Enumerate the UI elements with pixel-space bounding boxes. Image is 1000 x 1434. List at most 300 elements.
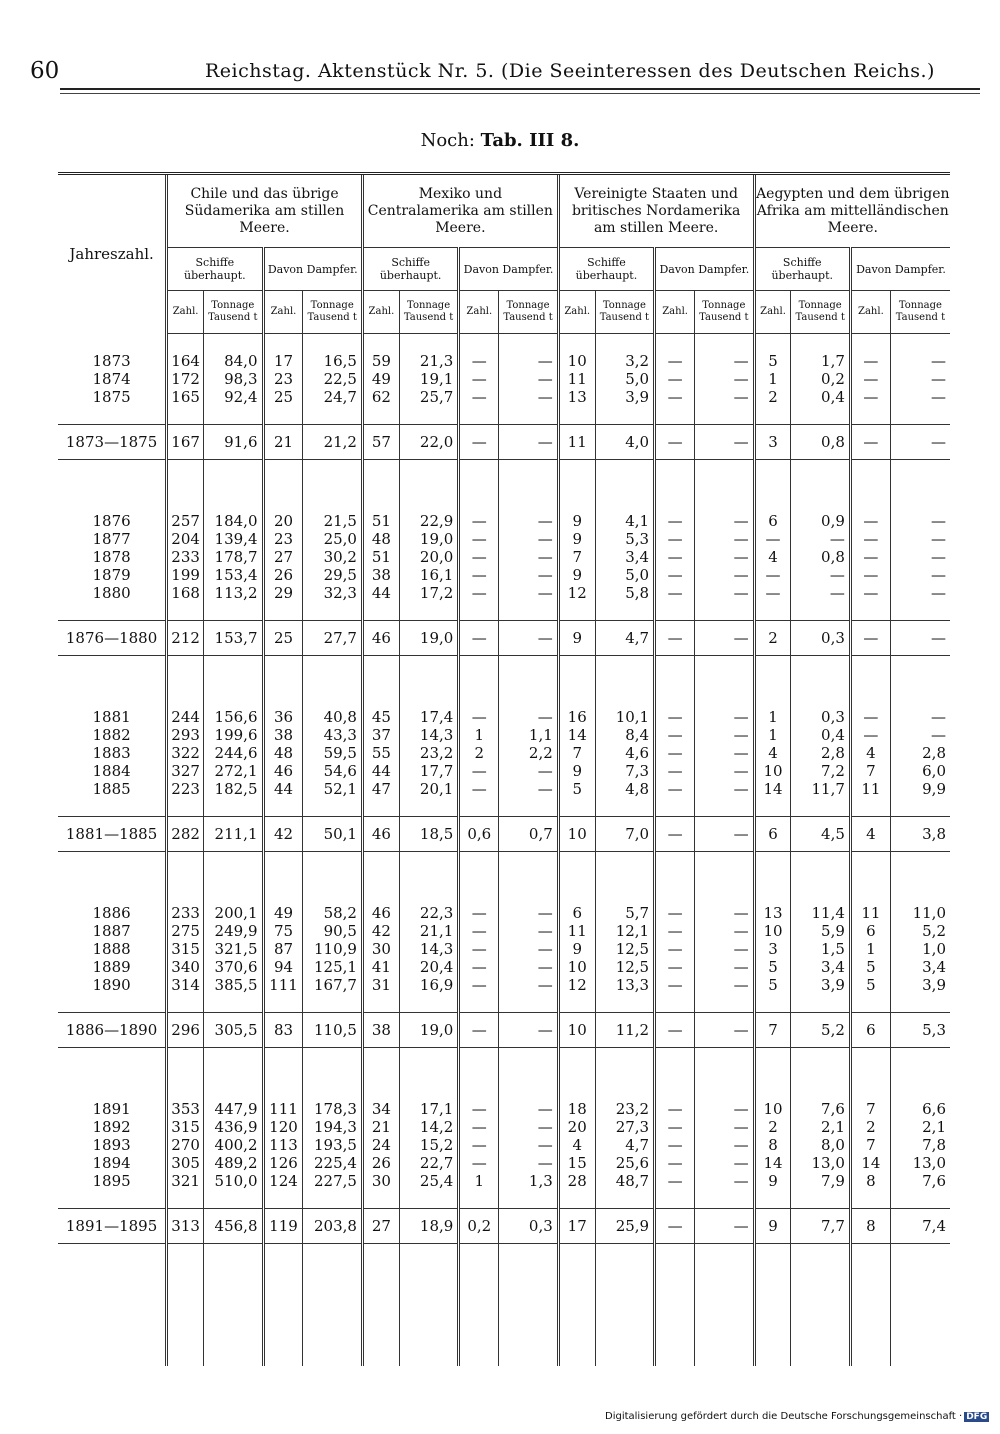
value-cell: 46 (362, 817, 399, 852)
value-cell: 11 (850, 780, 890, 798)
value-cell: 447,9 (204, 1100, 263, 1118)
value-cell: — (695, 940, 754, 958)
value-cell: 14 (850, 1154, 890, 1172)
value-cell: 31 (362, 976, 399, 994)
year-cell: 1879 (92, 566, 131, 584)
value-cell: — (499, 621, 558, 656)
value-cell: 21,2 (303, 425, 363, 460)
value-cell: — (695, 530, 754, 548)
value-cell: 321 (167, 1172, 204, 1190)
value-cell: 37 (362, 726, 399, 744)
value-cell: 22,3 (399, 904, 458, 922)
value-cell: — (459, 388, 499, 406)
value-cell: 21,5 (303, 512, 363, 530)
average-row (58, 425, 950, 460)
value-cell: — (655, 512, 695, 530)
value-cell: — (499, 566, 558, 584)
col-header-tonnage: Tonnage Tausend t (204, 291, 263, 334)
value-cell: 3 (754, 940, 791, 958)
value-cell: — (655, 762, 695, 780)
value-cell: 23,2 (399, 744, 458, 762)
table-row (58, 548, 950, 566)
value-cell: — (459, 425, 499, 460)
value-cell: 7 (558, 744, 595, 762)
value-cell: — (850, 566, 890, 584)
value-cell: 25,7 (399, 388, 458, 406)
value-cell: 7 (850, 1136, 890, 1154)
value-cell: 8,0 (791, 1136, 850, 1154)
col-header-tonnage: Tonnage Tausend t (791, 291, 850, 334)
average-row (58, 1209, 950, 1244)
value-cell: 48 (263, 744, 303, 762)
value-cell: 9 (558, 566, 595, 584)
value-cell: 0,3 (499, 1209, 558, 1244)
value-cell: — (459, 370, 499, 388)
value-cell: 27,7 (303, 621, 363, 656)
value-cell: — (655, 780, 695, 798)
value-cell: 9 (558, 530, 595, 548)
value-cell: 98,3 (204, 370, 263, 388)
value-cell: 25 (263, 621, 303, 656)
value-cell: — (695, 708, 754, 726)
table-row (58, 958, 950, 976)
value-cell: 51 (362, 548, 399, 566)
value-cell: 7,0 (595, 817, 654, 852)
value-cell: — (459, 708, 499, 726)
value-cell: 1,3 (499, 1172, 558, 1190)
value-cell: 29 (263, 584, 303, 602)
value-cell: 17,4 (399, 708, 458, 726)
value-cell: 36 (263, 708, 303, 726)
value-cell: 11,2 (595, 1013, 654, 1048)
value-cell: 4,1 (595, 512, 654, 530)
subheader-schiffe: Schiffe überhaupt. (167, 248, 263, 291)
year-cell: 1881—1885 (58, 817, 167, 852)
value-cell: 4,0 (595, 425, 654, 460)
year-cell: 1891 (92, 1100, 131, 1118)
value-cell: 10 (754, 922, 791, 940)
year-cell: 1880 (92, 584, 131, 602)
header-rule (60, 88, 980, 90)
year-cell: 1886—1890 (58, 1013, 167, 1048)
value-cell: 5 (558, 780, 595, 798)
value-cell: — (459, 512, 499, 530)
value-cell: — (459, 1136, 499, 1154)
value-cell: 6,0 (890, 762, 950, 780)
value-cell: 4 (558, 1136, 595, 1154)
value-cell: 211,1 (204, 817, 263, 852)
value-cell: — (655, 530, 695, 548)
value-cell: 17,7 (399, 762, 458, 780)
value-cell: — (655, 548, 695, 566)
value-cell: 6 (558, 904, 595, 922)
value-cell: 16,9 (399, 976, 458, 994)
value-cell: 1 (754, 708, 791, 726)
value-cell: 87 (263, 940, 303, 958)
value-cell: 12 (558, 584, 595, 602)
value-cell: 4,7 (595, 1136, 654, 1154)
value-cell: — (655, 621, 695, 656)
value-cell: — (850, 726, 890, 744)
value-cell: 4,7 (595, 621, 654, 656)
value-cell: — (890, 352, 950, 370)
value-cell: 2 (754, 621, 791, 656)
value-cell: — (890, 530, 950, 548)
col-header-tonnage: Tonnage Tausend t (303, 291, 363, 334)
value-cell: — (655, 922, 695, 940)
value-cell: 7,4 (890, 1209, 950, 1244)
value-cell: 14 (558, 726, 595, 744)
value-cell: 193,5 (303, 1136, 363, 1154)
table-row (58, 976, 950, 994)
value-cell: 30 (362, 1172, 399, 1190)
subheader-schiffe: Schiffe überhaupt. (362, 248, 458, 291)
value-cell: — (499, 958, 558, 976)
value-cell: 17,1 (399, 1100, 458, 1118)
value-cell: 25,4 (399, 1172, 458, 1190)
value-cell: 400,2 (204, 1136, 263, 1154)
value-cell: 10 (558, 1013, 595, 1048)
value-cell: 340 (167, 958, 204, 976)
value-cell: 4 (754, 548, 791, 566)
value-cell: 0,8 (791, 548, 850, 566)
value-cell: 270 (167, 1136, 204, 1154)
value-cell: 94 (263, 958, 303, 976)
value-cell: 19,0 (399, 1013, 458, 1048)
value-cell: — (499, 584, 558, 602)
value-cell: — (754, 584, 791, 602)
value-cell: 42 (263, 817, 303, 852)
value-cell: 322 (167, 744, 204, 762)
value-cell: — (499, 548, 558, 566)
value-cell: 59 (362, 352, 399, 370)
average-row (58, 1013, 950, 1048)
value-cell: — (459, 904, 499, 922)
value-cell: 6,6 (890, 1100, 950, 1118)
value-cell: 9 (754, 1209, 791, 1244)
subheader-dampfer: Davon Dampfer. (655, 248, 754, 291)
year-cell: 1873 (92, 352, 131, 370)
spacer-row (58, 690, 950, 708)
page-header (30, 58, 980, 88)
table-row (58, 1172, 950, 1190)
value-cell: 111 (263, 976, 303, 994)
col-header-zahl: Zahl. (459, 291, 499, 334)
spacer-row (58, 494, 950, 512)
value-cell: 167,7 (303, 976, 363, 994)
value-cell: — (655, 584, 695, 602)
value-cell: 3,4 (890, 958, 950, 976)
value-cell: — (695, 958, 754, 976)
value-cell: 11,0 (890, 904, 950, 922)
value-cell: 0,9 (791, 512, 850, 530)
value-cell: — (499, 1100, 558, 1118)
value-cell: — (499, 425, 558, 460)
value-cell: 7,3 (595, 762, 654, 780)
value-cell: — (791, 584, 850, 602)
group-header-chile: Chile und das übrige Südamerika am stillen Meere. (167, 174, 363, 248)
value-cell: 23 (263, 370, 303, 388)
spacer-row (58, 334, 950, 353)
value-cell: — (890, 621, 950, 656)
col-header-tonnage: Tonnage Tausend t (695, 291, 754, 334)
value-cell: — (890, 512, 950, 530)
value-cell: 10 (558, 352, 595, 370)
value-cell: — (850, 388, 890, 406)
value-cell: 113 (263, 1136, 303, 1154)
year-cell: 1895 (92, 1172, 131, 1190)
value-cell: 296 (167, 1013, 204, 1048)
col-header-zahl: Zahl. (167, 291, 204, 334)
table-row (58, 708, 950, 726)
value-cell: 5,0 (595, 370, 654, 388)
value-cell: 5,2 (791, 1013, 850, 1048)
value-cell: 5 (850, 976, 890, 994)
year-column-header: Jahreszahl. (58, 174, 167, 334)
value-cell: — (655, 744, 695, 762)
year-cell: 1891—1895 (58, 1209, 167, 1244)
value-cell: — (850, 512, 890, 530)
value-cell: 244,6 (204, 744, 263, 762)
value-cell: — (695, 352, 754, 370)
spacer-row (58, 994, 950, 1013)
value-cell: 272,1 (204, 762, 263, 780)
value-cell: 45 (362, 708, 399, 726)
value-cell: 7,7 (791, 1209, 850, 1244)
value-cell: 40,8 (303, 708, 363, 726)
value-cell: 55 (362, 744, 399, 762)
value-cell: — (695, 425, 754, 460)
value-cell: 50,1 (303, 817, 363, 852)
value-cell: 203,8 (303, 1209, 363, 1244)
value-cell: 2 (459, 744, 499, 762)
value-cell: 315 (167, 940, 204, 958)
value-cell: 2 (850, 1118, 890, 1136)
value-cell: 21,3 (399, 352, 458, 370)
value-cell: 14 (754, 780, 791, 798)
value-cell: 11,4 (791, 904, 850, 922)
value-cell: 353 (167, 1100, 204, 1118)
value-cell: 4,8 (595, 780, 654, 798)
value-cell: 5,7 (595, 904, 654, 922)
value-cell: — (655, 726, 695, 744)
value-cell: — (655, 1209, 695, 1244)
value-cell: 42 (362, 922, 399, 940)
value-cell: 20,4 (399, 958, 458, 976)
value-cell: 27,3 (595, 1118, 654, 1136)
value-cell: 305,5 (204, 1013, 263, 1048)
value-cell: 46 (263, 762, 303, 780)
value-cell: 7 (558, 548, 595, 566)
value-cell: 5,2 (890, 922, 950, 940)
value-cell: 20 (263, 512, 303, 530)
value-cell: — (791, 530, 850, 548)
value-cell: 15 (558, 1154, 595, 1172)
table-row (58, 370, 950, 388)
value-cell: 5,0 (595, 566, 654, 584)
value-cell: 489,2 (204, 1154, 263, 1172)
value-cell: 23,2 (595, 1100, 654, 1118)
value-cell: — (695, 976, 754, 994)
value-cell: 3,9 (890, 976, 950, 994)
year-cell: 1878 (92, 548, 131, 566)
value-cell: — (695, 370, 754, 388)
value-cell: 17 (558, 1209, 595, 1244)
value-cell: — (499, 904, 558, 922)
value-cell: 14 (754, 1154, 791, 1172)
average-row (58, 621, 950, 656)
value-cell: 14,2 (399, 1118, 458, 1136)
value-cell: 233 (167, 548, 204, 566)
value-cell: 120 (263, 1118, 303, 1136)
value-cell: 4,5 (791, 817, 850, 852)
value-cell: 19,0 (399, 530, 458, 548)
value-cell: — (459, 1118, 499, 1136)
value-cell: — (499, 1013, 558, 1048)
value-cell: — (499, 1118, 558, 1136)
value-cell: — (850, 621, 890, 656)
value-cell: — (655, 425, 695, 460)
year-cell: 1881 (92, 708, 131, 726)
value-cell: — (695, 762, 754, 780)
value-cell: 25,0 (303, 530, 363, 548)
value-cell: 1 (459, 1172, 499, 1190)
value-cell: — (459, 922, 499, 940)
value-cell: 44 (362, 762, 399, 780)
value-cell: 0,4 (791, 388, 850, 406)
spacer-row (58, 886, 950, 904)
value-cell: 54,6 (303, 762, 363, 780)
value-cell: — (695, 780, 754, 798)
value-cell: 178,7 (204, 548, 263, 566)
value-cell: 57 (362, 425, 399, 460)
value-cell: — (459, 530, 499, 548)
value-cell: 456,8 (204, 1209, 263, 1244)
value-cell: 32,3 (303, 584, 363, 602)
value-cell: 17 (263, 352, 303, 370)
value-cell: 51 (362, 512, 399, 530)
value-cell: 10 (558, 958, 595, 976)
value-cell: — (655, 958, 695, 976)
value-cell: 194,3 (303, 1118, 363, 1136)
value-cell: 13,0 (791, 1154, 850, 1172)
value-cell: 38 (362, 1013, 399, 1048)
value-cell: 8,4 (595, 726, 654, 744)
value-cell: 48 (362, 530, 399, 548)
value-cell: — (695, 512, 754, 530)
value-cell: 2 (754, 1118, 791, 1136)
value-cell: 3,9 (595, 388, 654, 406)
value-cell: 321,5 (204, 940, 263, 958)
value-cell: 49 (263, 904, 303, 922)
value-cell: 119 (263, 1209, 303, 1244)
table-row (58, 352, 950, 370)
value-cell: 5 (754, 976, 791, 994)
year-cell: 1885 (92, 780, 131, 798)
value-cell: — (655, 817, 695, 852)
value-cell: 1,5 (791, 940, 850, 958)
value-cell: — (695, 566, 754, 584)
value-cell: 16,5 (303, 352, 363, 370)
value-cell: 5 (754, 958, 791, 976)
footer-text: Digitalisierung gefördert durch die Deutsche Forschungsgemeinschaft · (605, 1411, 963, 1422)
value-cell: 20,0 (399, 548, 458, 566)
value-cell: — (890, 388, 950, 406)
value-cell: 44 (263, 780, 303, 798)
value-cell: 58,2 (303, 904, 363, 922)
value-cell: — (655, 1013, 695, 1048)
value-cell: — (655, 1100, 695, 1118)
value-cell: 2,1 (890, 1118, 950, 1136)
value-cell: — (655, 708, 695, 726)
value-cell: 168 (167, 584, 204, 602)
table-row (58, 726, 950, 744)
value-cell: 15,2 (399, 1136, 458, 1154)
value-cell: 12,5 (595, 958, 654, 976)
table-row (58, 1100, 950, 1118)
value-cell: 92,4 (204, 388, 263, 406)
value-cell: 1,7 (791, 352, 850, 370)
value-cell: — (655, 1154, 695, 1172)
value-cell: 11 (850, 904, 890, 922)
value-cell: 75 (263, 922, 303, 940)
page-number: 60 (30, 58, 60, 84)
value-cell: 9 (558, 762, 595, 780)
year-cell: 1882 (92, 726, 131, 744)
value-cell: 91,6 (204, 425, 263, 460)
value-cell: 3,4 (595, 548, 654, 566)
value-cell: 2,8 (890, 744, 950, 762)
value-cell: 11,7 (791, 780, 850, 798)
value-cell: 62 (362, 388, 399, 406)
subheader-dampfer: Davon Dampfer. (459, 248, 558, 291)
value-cell: 0,6 (459, 817, 499, 852)
value-cell: 84,0 (204, 352, 263, 370)
value-cell: 14,3 (399, 726, 458, 744)
value-cell: — (499, 708, 558, 726)
value-cell: — (655, 904, 695, 922)
value-cell: 21,1 (399, 922, 458, 940)
value-cell: 0,4 (791, 726, 850, 744)
value-cell: 2 (754, 388, 791, 406)
value-cell: 22,0 (399, 425, 458, 460)
value-cell: — (655, 388, 695, 406)
value-cell: 5 (754, 352, 791, 370)
value-cell: 1,1 (499, 726, 558, 744)
value-cell: 2,1 (791, 1118, 850, 1136)
value-cell: 13 (754, 904, 791, 922)
group-header-usa: Vereinigte Staaten und britisches Nordamerika am stillen Meere. (558, 174, 754, 248)
value-cell: 7,2 (791, 762, 850, 780)
value-cell: — (754, 530, 791, 548)
value-cell: — (655, 976, 695, 994)
value-cell: 6 (754, 817, 791, 852)
value-cell: — (890, 425, 950, 460)
value-cell: 19,0 (399, 621, 458, 656)
value-cell: — (499, 780, 558, 798)
value-cell: — (695, 1172, 754, 1190)
value-cell: 182,5 (204, 780, 263, 798)
value-cell: 46 (362, 621, 399, 656)
value-cell: 184,0 (204, 512, 263, 530)
value-cell: 47 (362, 780, 399, 798)
value-cell: 178,3 (303, 1100, 363, 1118)
value-cell: 4,6 (595, 744, 654, 762)
value-cell: — (890, 370, 950, 388)
value-cell: 3,4 (791, 958, 850, 976)
value-cell: — (695, 584, 754, 602)
year-cell: 1874 (92, 370, 131, 388)
